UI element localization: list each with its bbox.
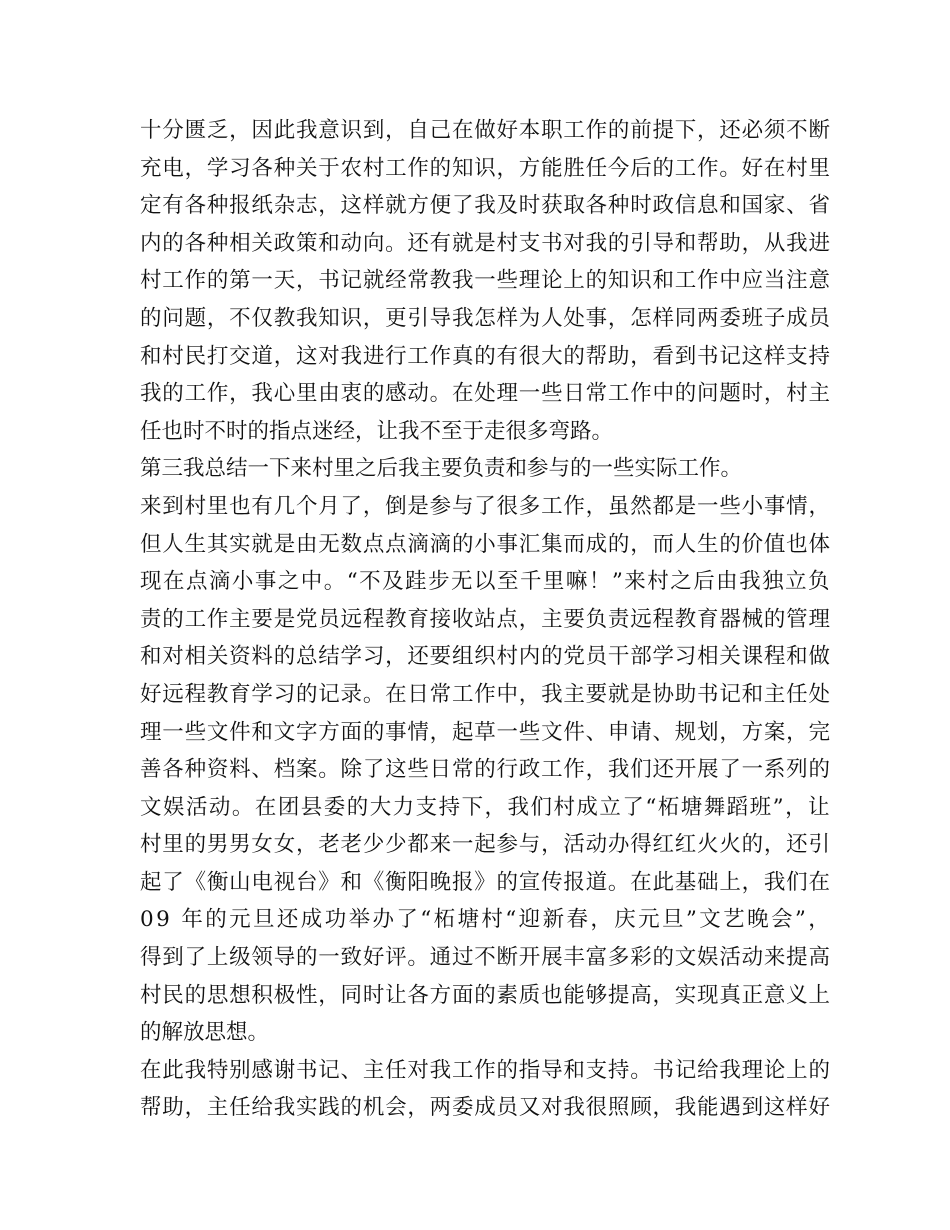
text-line: 现 在 点 滴 小 事 之 中 。 “ 不 及 跬 步 无 以 至 千 里 嘛 ！ ” 来 村 之 后 由 我 独 立 负 bbox=[140, 569, 830, 595]
text-line: 的 问 题 ， 不 仅 教 我 知 识 ， 更 引 导 我 怎 样 为 人 处 事 ， 怎 样 同 两 委 班 子 成 员 bbox=[140, 305, 830, 331]
text-line: 帮 助 ， 主 任 给 我 实 践 的 机 会 ， 两 委 成 员 又 对 我 很 照 顾 ， 我 能 遇 到 这 样 好 bbox=[140, 1095, 830, 1121]
text-line: 我 的 工 作 ， 我 心 里 由 衷 的 感 动 。 在 处 理 一 些 日 常 工 作 中 的 问 题 时 ， 村 主 bbox=[140, 381, 830, 407]
text-line: 责 的 工 作 主 要 是 党 员 远 程 教 育 接 收 站 点 ， 主 要 负 责 远 程 教 育 器 械 的 管 理 bbox=[140, 606, 830, 632]
text-line: 善 各 种 资 料 、 档 案 。 除 了 这 些 日 常 的 行 政 工 作 ， 我 们 还 开 展 了 一 系 列 的 bbox=[140, 757, 830, 783]
text-line: 和 对 相 关 资 料 的 总 结 学 习 ， 还 要 组 织 村 内 的 党 员 干 部 学 习 相 关 课 程 和 做 bbox=[140, 644, 830, 670]
text-line: 文 娱 活 动 。 在 团 县 委 的 大 力 支 持 下 ， 我 们 村 成 立 了 “ 柘 塘 舞 蹈 班 ” ， 让 bbox=[140, 794, 830, 820]
text-line: 在 此 我 特 别 感 谢 书 记 、 主 任 对 我 工 作 的 指 导 和 支 持 。 书 记 给 我 理 论 上 的 bbox=[140, 1057, 830, 1083]
text-line: 内 的 各 种 相 关 政 策 和 动 向 。 还 有 就 是 村 支 书 对 我 的 引 导 和 帮 助 ， 从 我 进 bbox=[140, 230, 830, 256]
text-line: 村 民 的 思 想 积 极 性 ， 同 时 让 各 方 面 的 素 质 也 能 够 提 高 ， 实 现 真 正 意 义 上 bbox=[140, 982, 830, 1008]
text-line: 的解放思想。 bbox=[140, 1020, 270, 1046]
text-line: 好 远 程 教 育 学 习 的 记 录 。 在 日 常 工 作 中 ， 我 主 要 就 是 协 助 书 记 和 主 任 处 bbox=[140, 681, 830, 707]
text-line: 0 9 年 的 元 旦 还 成 功 举 办 了 “ 柘 塘 村 “ 迎 新 春 ， 庆 元 旦 ” 文 艺 晚 会 ” ， bbox=[140, 907, 830, 933]
text-line: 和 村 民 打 交 道 ， 这 对 我 进 行 工 作 真 的 有 很 大 的 帮 助 ， 看 到 书 记 这 样 支 持 bbox=[140, 343, 830, 369]
text-line: 第三我总结一下来村里之后我主要负责和参与的一些实际工作。 bbox=[140, 456, 743, 482]
text-line: 十 分 匮 乏 ， 因 此 我 意 识 到 ， 自 己 在 做 好 本 职 工 作 的 前 提 下 ， 还 必 须 不 断 bbox=[140, 118, 830, 143]
text-line: 充 电 ， 学 习 各 种 关 于 农 村 工 作 的 知 识 ， 方 能 胜 任 今 后 的 工 作 。 好 在 村 里 bbox=[140, 155, 830, 181]
text-line: 村 里 的 男 男 女 女 ， 老 老 少 少 都 来 一 起 参 与 ， 活 动 办 得 红 红 火 火 的 ， 还 引 bbox=[140, 832, 830, 858]
text-line: 村 工 作 的 第 一 天 ， 书 记 就 经 常 教 我 一 些 理 论 上 的 知 识 和 工 作 中 应 当 注 意 bbox=[140, 268, 830, 294]
text-line: 任也时不时的指点迷经，让我不至于走很多弯路。 bbox=[140, 418, 614, 444]
text-line: 定 有 各 种 报 纸 杂 志 ， 这 样 就 方 便 了 我 及 时 获 取 各 种 时 政 信 息 和 国 家 、 省 bbox=[140, 193, 830, 219]
text-line: 来 到 村 里 也 有 几 个 月 了 ， 倒 是 参 与 了 很 多 工 作 ， 虽 然 都 是 一 些 小 事 情 ， bbox=[140, 493, 830, 519]
body-text bbox=[140, 112, 830, 1127]
text-line: 但 人 生 其 实 就 是 由 无 数 点 点 滴 滴 的 小 事 汇 集 而 成 的 ， 而 人 生 的 价 值 也 体 bbox=[140, 531, 830, 557]
text-line: 理 一 些 文 件 和 文 字 方 面 的 事 情 ， 起 草 一 些 文 件 、 申 请 、 规 划 ， 方 案 ， 完 bbox=[140, 719, 830, 745]
text-line: 起 了 《 衡 山 电 视 台 》 和 《 衡 阳 晚 报 》 的 宣 传 报 道 。 在 此 基 础 上 ， 我 们 在 bbox=[140, 869, 830, 895]
text-line: 得 到 了 上 级 领 导 的 一 致 好 评 。 通 过 不 断 开 展 丰 富 多 彩 的 文 娱 活 动 来 提 高 bbox=[140, 945, 830, 971]
